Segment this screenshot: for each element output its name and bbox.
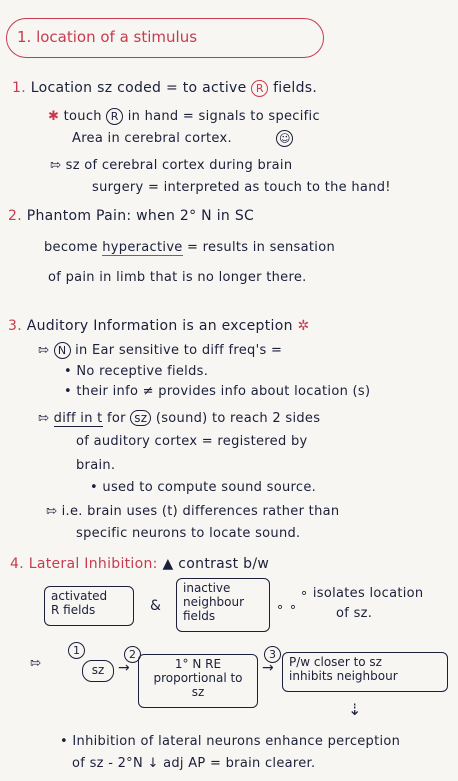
- section-1-heading-text: Location sz coded = to active: [30, 80, 247, 96]
- box1-line-2: R fields: [51, 603, 96, 617]
- s4-l1-tail: contrast b/w: [178, 556, 270, 572]
- receptive-circle-icon: R: [251, 80, 268, 97]
- flow-box3-line-1: P/w closer to sz: [289, 655, 382, 669]
- arrow-bullet-icon: ⇰: [46, 504, 58, 519]
- s3-l3-b: for: [107, 411, 126, 426]
- section-3-line-4: of auditory cortex = registered by: [76, 434, 308, 449]
- section-3-number: 3.: [8, 318, 22, 334]
- section-3-line-6: [46, 504, 339, 519]
- asterisk-icon: ✱: [48, 109, 60, 124]
- isolates-line-1: ∘ isolates location: [300, 586, 424, 601]
- s2-l2-a: become: [44, 240, 98, 255]
- box2-line-2: neighbour: [183, 595, 245, 609]
- step-1-circle: 1: [68, 642, 85, 659]
- section-4-number: 4.: [10, 556, 24, 572]
- receptive-circle-icon: R: [106, 108, 123, 125]
- hyperactive-underlined: hyperactive: [102, 240, 183, 255]
- step-3-circle: 3: [264, 646, 281, 663]
- arrow-right-icon: →: [262, 660, 274, 676]
- conclusion-line-1: • Inhibition of lateral neurons enhance perception: [60, 734, 401, 749]
- star-icon: ✲: [297, 318, 310, 334]
- flow-box3-line-2: inhibits neighbour: [289, 669, 398, 683]
- neuron-circle-icon: N: [54, 342, 71, 359]
- flow-arrow-bullet: ⇰: [30, 656, 42, 671]
- down-arrow-icon: ⇣: [348, 700, 362, 719]
- s1-l2-b: in hand = signals to specific: [127, 109, 320, 124]
- s2-l1: Phantom Pain: when 2° N in SC: [26, 208, 255, 224]
- section-1-heading-tail: fields.: [273, 80, 318, 96]
- ampersand: &: [150, 598, 162, 614]
- section-3-line-7: specific neurons to locate sound.: [76, 526, 301, 541]
- s3-l1: Auditory Information is an exception: [26, 318, 293, 334]
- section-1-line-4: [50, 158, 292, 173]
- s1-l4: sz of cerebral cortex during brain: [65, 158, 293, 173]
- section-4-line-1: [10, 556, 269, 572]
- flow-box-inhibits: [282, 652, 448, 692]
- section-3-bullet-2: • their info ≠ provides info about location (s): [64, 384, 371, 399]
- section-1-number: 1.: [12, 80, 26, 96]
- step-2-circle: 2: [124, 646, 141, 663]
- s1-l3: Area in cerebral cortex.: [72, 131, 232, 146]
- flow-box2-line-3: sz: [191, 685, 205, 699]
- inactive-neighbour-box: [176, 578, 270, 632]
- s3-l3-c: (sound) to reach 2 sides: [155, 411, 321, 426]
- section-2-line-3: of pain in limb that is no longer there.: [48, 270, 307, 285]
- activated-fields-box: [44, 586, 134, 626]
- flow-box2-line-2: proportional to: [153, 671, 243, 685]
- flow-box-proportional: [138, 654, 258, 708]
- section-3-bullet-1: • No receptive fields.: [64, 364, 209, 379]
- section-3-bullet-3: • used to compute sound source.: [90, 480, 317, 495]
- section-2-number: 2.: [8, 208, 22, 224]
- box1-line-1: activated: [51, 589, 108, 603]
- section-2-line-1: [8, 208, 254, 224]
- section-2-line-2: [44, 240, 335, 255]
- diff-in-t-underlined: diff in t: [53, 411, 103, 426]
- arrow-up-icon: ▲: [162, 556, 174, 572]
- lateral-inhibition-heading: Lateral Inhibition:: [28, 556, 158, 572]
- flow-box2-line-1: 1° N RE: [174, 657, 222, 671]
- arrow-right-icon: →: [118, 660, 130, 676]
- flow-box-sz: sz: [82, 660, 114, 682]
- conclusion-line-2: of sz - 2°N ↓ adj AP = brain clearer.: [72, 756, 316, 771]
- s1-l2-a: touch: [63, 109, 102, 124]
- section-1-line-3: [72, 130, 293, 147]
- page-title: 1. location of a stimulus: [17, 28, 198, 46]
- title-oval: [6, 18, 324, 58]
- section-3-line-1: [8, 318, 310, 334]
- smiley-icon: ☺: [276, 130, 293, 147]
- arrow-bullet-icon: ⇰: [38, 411, 50, 426]
- sz-circle: sz: [130, 410, 151, 426]
- section-1-heading: [12, 80, 317, 97]
- box2-line-1: inactive: [183, 581, 231, 595]
- section-1-line-5: surgery = interpreted as touch to the hand!: [92, 180, 391, 195]
- section-3-line-5: brain.: [76, 458, 116, 473]
- section-3-line-2: [38, 342, 282, 359]
- arrow-bullet-icon: ⇰: [38, 343, 50, 358]
- box2-line-3: fields: [183, 609, 216, 623]
- s2-l2-c: = results in sensation: [187, 240, 335, 255]
- s3-l2: in Ear sensitive to diff freq's =: [75, 343, 283, 358]
- isolates-line-2: of sz.: [336, 606, 373, 621]
- s3-l6: i.e. brain uses (t) differences rather than: [61, 504, 340, 519]
- dots-symbol: ∘ ∘: [276, 600, 298, 615]
- arrow-bullet-icon: ⇰: [50, 158, 62, 173]
- section-1-line-2: [48, 108, 320, 125]
- section-3-line-3: [38, 410, 320, 426]
